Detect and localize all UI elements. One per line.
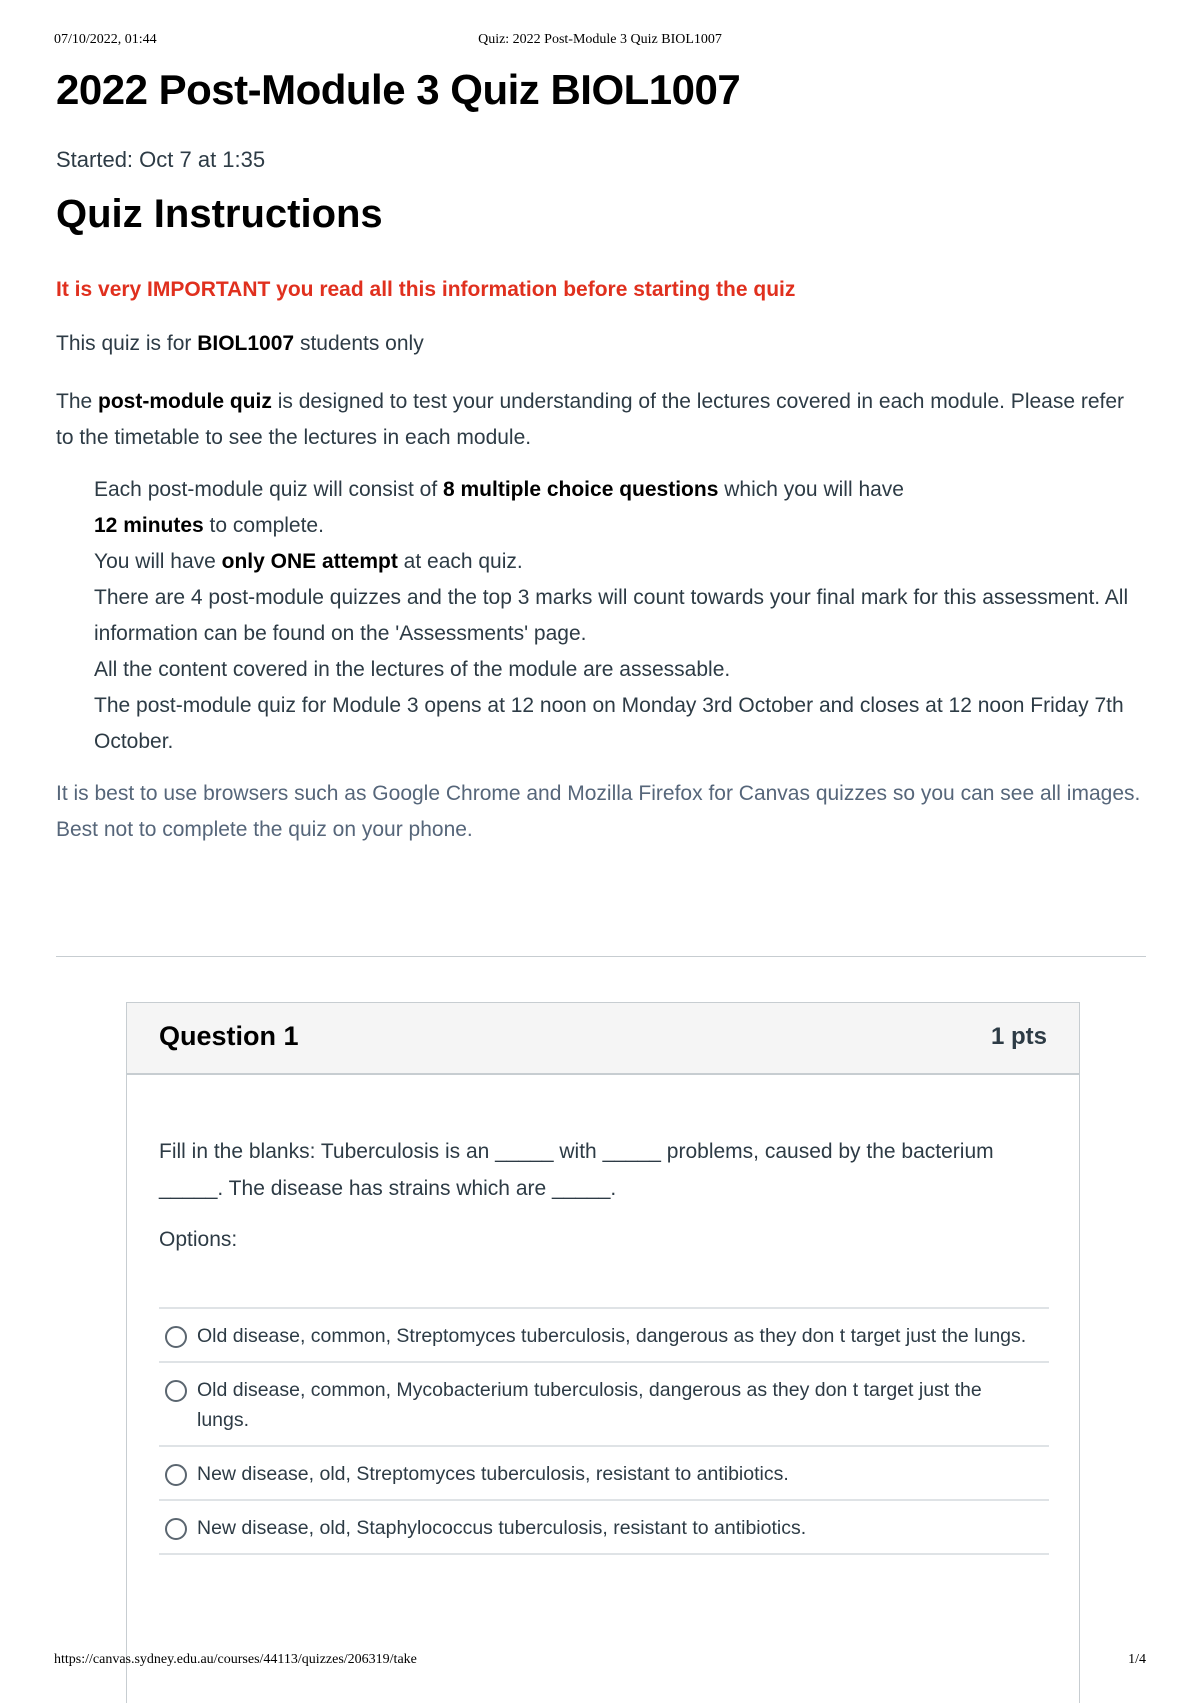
section-divider [56, 956, 1146, 957]
answer-label: New disease, old, Streptomyces tuberculosis, resistant to antibiotics. [197, 1463, 789, 1485]
answer-option[interactable] [159, 1501, 1049, 1555]
audience-paragraph: This quiz is for BIOL1007 students only [56, 332, 424, 355]
answer-label: Old disease, common, Mycobacterium tuberculosis, dangerous as they don t target just the lungs. [197, 1379, 982, 1431]
instruction-item: There are 4 post-module quizzes and the top 3 marks will count towards your final mark for this assessment. All information can be found on the 'Assessments' page. [94, 586, 1129, 645]
radio-button[interactable] [165, 1326, 187, 1348]
answer-option[interactable] [159, 1447, 1049, 1501]
answer-option[interactable] [159, 1363, 1049, 1447]
started-timestamp: Started: Oct 7 at 1:35 [56, 147, 266, 172]
question-title: Question 1 [159, 1021, 299, 1051]
answer-label: New disease, old, Staphylococcus tuberculosis, resistant to antibiotics. [197, 1517, 807, 1539]
print-header [54, 32, 1146, 52]
print-page-number: 1/4 [1128, 1652, 1146, 1667]
question-header [127, 1003, 1079, 1075]
question-points: 1 pts [990, 1023, 1047, 1050]
print-datetime: 07/10/2022, 01:44 [54, 32, 157, 47]
radio-button[interactable] [165, 1518, 187, 1540]
instruction-list [56, 472, 1146, 760]
answer-option[interactable] [159, 1309, 1049, 1363]
instructions-heading: Quiz Instructions [56, 192, 383, 236]
browser-note: It is best to use browsers such as Google Chrome and Mozilla Firefox for Canvas quizzes so you can see all images. Best not to complete the quiz on your phone. [56, 782, 1141, 841]
answer-label: Old disease, common, Streptomyces tuberculosis, dangerous as they don t target just the lungs. [197, 1325, 1027, 1347]
purpose-paragraph: The post-module quiz is designed to test your understanding of the lectures covered in each module. Please refer to the timetable to see the lectures in each module. [56, 390, 1125, 449]
print-footer [54, 1652, 1146, 1672]
question-text: Fill in the blanks: Tuberculosis is an _____ with _____ problems, caused by the bacterium _____. The disease has strains which are _____. [159, 1140, 994, 1200]
important-notice: It is very IMPORTANT you read all this information before starting the quiz [56, 278, 796, 301]
options-label: Options: [159, 1228, 238, 1251]
radio-button[interactable] [165, 1464, 187, 1486]
print-doc-title: Quiz: 2022 Post-Module 3 Quiz BIOL1007 [478, 32, 722, 47]
instruction-item: Each post-module quiz will consist of 8 multiple choice questions which you will have 12 minutes to complete. [94, 478, 904, 537]
print-url: https://canvas.sydney.edu.au/courses/44113/quizzes/206319/take [54, 1652, 417, 1667]
question-body [127, 1075, 1079, 1555]
answer-list [159, 1307, 1049, 1555]
question-card [126, 1002, 1080, 1703]
radio-button[interactable] [165, 1380, 187, 1402]
instruction-item: The post-module quiz for Module 3 opens at 12 noon on Monday 3rd October and closes at 12 noon Friday 7th October. [94, 694, 1124, 753]
instruction-item: You will have only ONE attempt at each quiz. [94, 550, 523, 573]
instruction-item: All the content covered in the lectures of the module are assessable. [94, 658, 731, 681]
page-title: 2022 Post-Module 3 Quiz BIOL1007 [56, 66, 741, 113]
quiz-content [56, 62, 1146, 848]
